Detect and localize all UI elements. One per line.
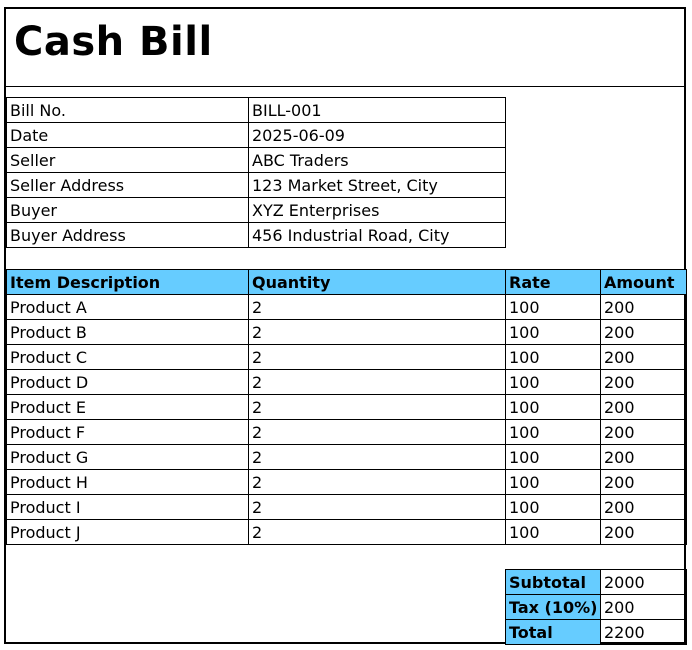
item-rate: 100: [506, 520, 601, 545]
item-quantity: 2: [249, 320, 506, 345]
header-amount: Amount: [601, 270, 687, 295]
table-row: [7, 520, 687, 545]
title-divider: [6, 86, 686, 87]
item-rate: 100: [506, 320, 601, 345]
info-row: [7, 223, 506, 248]
item-amount: 200: [601, 445, 687, 470]
totals-value: 2200: [601, 620, 687, 645]
totals-label: Total: [506, 620, 601, 645]
item-description: Product J: [7, 520, 249, 545]
item-amount: 200: [601, 395, 687, 420]
item-description: Product I: [7, 495, 249, 520]
info-label: Seller: [7, 148, 249, 173]
header-rate: Rate: [506, 270, 601, 295]
info-row: [7, 123, 506, 148]
info-label: Bill No.: [7, 98, 249, 123]
item-quantity: 2: [249, 395, 506, 420]
items-table: [6, 269, 687, 545]
item-rate: 100: [506, 370, 601, 395]
table-row: [7, 345, 687, 370]
table-row: [7, 295, 687, 320]
header-item-description: Item Description: [7, 270, 249, 295]
bill-info-table: [6, 97, 506, 248]
item-amount: 200: [601, 495, 687, 520]
item-amount: 200: [601, 295, 687, 320]
item-rate: 100: [506, 345, 601, 370]
totals-row: [506, 570, 687, 595]
info-row: [7, 98, 506, 123]
item-amount: 200: [601, 320, 687, 345]
info-value: 123 Market Street, City: [249, 173, 506, 198]
item-description: Product H: [7, 470, 249, 495]
header-quantity: Quantity: [249, 270, 506, 295]
table-row: [7, 470, 687, 495]
item-quantity: 2: [249, 295, 506, 320]
totals-row: [506, 595, 687, 620]
item-quantity: 2: [249, 520, 506, 545]
item-quantity: 2: [249, 370, 506, 395]
info-row: [7, 148, 506, 173]
totals-value: 200: [601, 595, 687, 620]
totals-value: 2000: [601, 570, 687, 595]
item-amount: 200: [601, 420, 687, 445]
info-value: BILL-001: [249, 98, 506, 123]
info-value: 456 Industrial Road, City: [249, 223, 506, 248]
totals-label: Tax (10%): [506, 595, 601, 620]
item-description: Product F: [7, 420, 249, 445]
item-quantity: 2: [249, 445, 506, 470]
item-description: Product D: [7, 370, 249, 395]
info-value: 2025-06-09: [249, 123, 506, 148]
info-label: Buyer Address: [7, 223, 249, 248]
table-row: [7, 445, 687, 470]
totals-label: Subtotal: [506, 570, 601, 595]
item-description: Product G: [7, 445, 249, 470]
totals-table: [505, 569, 687, 645]
table-row: [7, 320, 687, 345]
info-row: [7, 173, 506, 198]
table-row: [7, 495, 687, 520]
item-rate: 100: [506, 470, 601, 495]
item-amount: 200: [601, 520, 687, 545]
table-row: [7, 395, 687, 420]
item-description: Product C: [7, 345, 249, 370]
item-quantity: 2: [249, 495, 506, 520]
item-rate: 100: [506, 295, 601, 320]
item-quantity: 2: [249, 345, 506, 370]
info-label: Date: [7, 123, 249, 148]
item-amount: 200: [601, 370, 687, 395]
item-description: Product A: [7, 295, 249, 320]
info-label: Seller Address: [7, 173, 249, 198]
item-rate: 100: [506, 420, 601, 445]
item-description: Product B: [7, 320, 249, 345]
table-row: [7, 370, 687, 395]
items-header-row: [7, 270, 687, 295]
item-rate: 100: [506, 395, 601, 420]
item-amount: 200: [601, 345, 687, 370]
item-rate: 100: [506, 495, 601, 520]
info-row: [7, 198, 506, 223]
info-value: ABC Traders: [249, 148, 506, 173]
info-label: Buyer: [7, 198, 249, 223]
item-quantity: 2: [249, 420, 506, 445]
info-value: XYZ Enterprises: [249, 198, 506, 223]
item-rate: 100: [506, 445, 601, 470]
item-quantity: 2: [249, 470, 506, 495]
item-amount: 200: [601, 470, 687, 495]
bill-title: Cash Bill: [14, 19, 213, 65]
totals-row: [506, 620, 687, 645]
table-row: [7, 420, 687, 445]
item-description: Product E: [7, 395, 249, 420]
